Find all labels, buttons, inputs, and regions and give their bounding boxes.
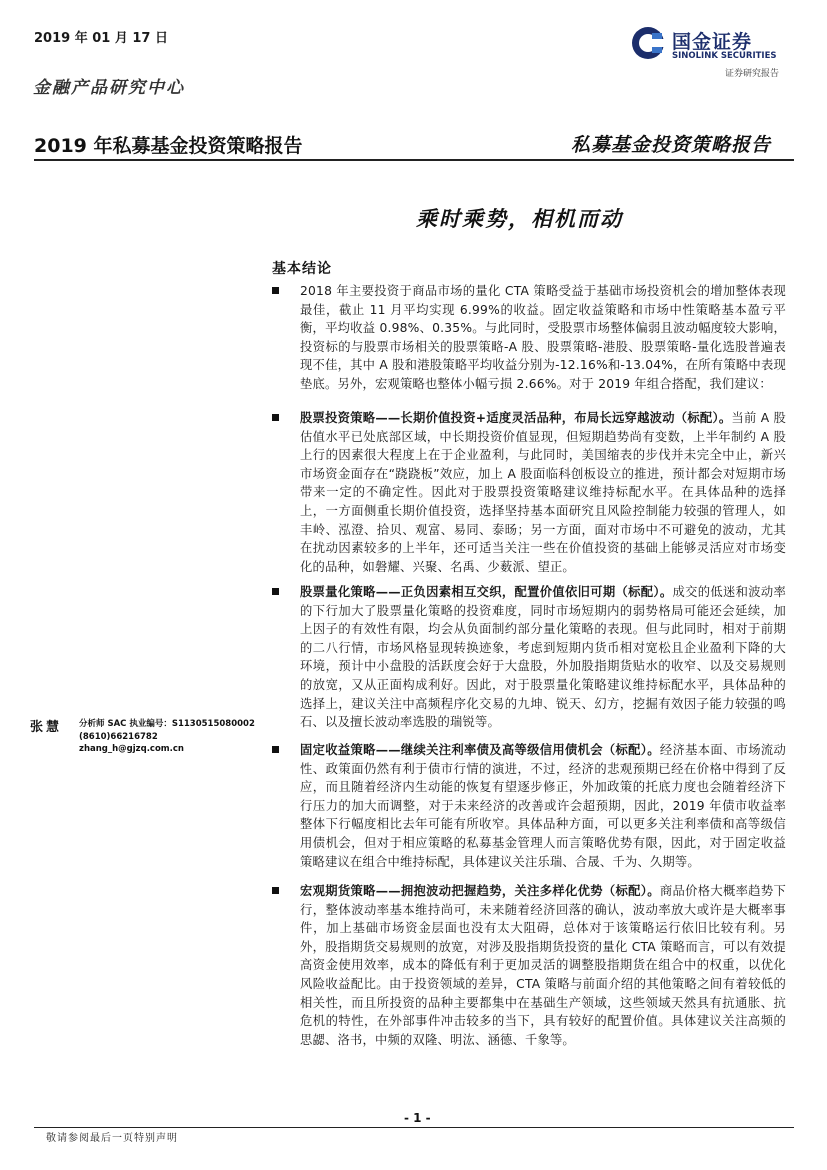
paragraph-lead: 股票投资策略——长期价值投资+适度灵活品种，布局长远穿越波动（标配）。 (300, 411, 732, 425)
conclusion-paragraph (300, 282, 786, 394)
bullet-marker (272, 588, 279, 595)
header-divider (34, 159, 794, 161)
bullet-marker (272, 287, 279, 294)
footer-disclaimer: 敬请参阅最后一页特别声明 (46, 1133, 178, 1144)
footer-divider (34, 1127, 794, 1128)
sinolink-logo-icon (630, 25, 666, 61)
conclusion-paragraph (300, 583, 786, 732)
analyst-name: 张慧 (30, 720, 63, 735)
paragraph-lead: 固定收益策略——继续关注利率债及高等级信用债机会（标配）。 (300, 743, 660, 757)
brand-subtitle: 证券研究报告 (725, 69, 780, 79)
page-number: - 1 - (404, 1111, 431, 1125)
paragraph-text: 2018 年主要投资于商品市场的量化 CTA 策略受益于基础市场投资机会的增加整体表现最佳，截止 11 月平均实现 6.99%的收益。固定收益策略和市场中性策略基本盈亏平衡，平均收益 0.98%、0.35%。与此同时，受股票市场整体偏弱且波动幅度较大影响，投资标的与股票市场相关的股票策略-A 股、股票策略-港股、股票策略-量化选股普遍表现不佳，其中 A 股和港股策略平均收益分别为-12.16%和-13.04%，在所有策略中表现垫底。另外，宏观策略也整体小幅亏损 2.66%。对于 2019 年组合搭配，我们建议： (300, 284, 786, 391)
analyst-credential: 分析师 SAC 执业编号：S1130515080002 (79, 719, 255, 729)
brand-name-cn: 国金证券 (672, 31, 753, 53)
brand-name-en: SINOLINK SECURITIES (672, 51, 777, 61)
bullet-marker (272, 414, 279, 421)
section-heading: 基本结论 (272, 261, 332, 277)
conclusion-paragraph (300, 741, 786, 871)
analyst-info (79, 718, 255, 756)
research-center: 金融产品研究中心 (33, 78, 185, 98)
conclusion-paragraph (300, 409, 786, 576)
report-title: 2019 年私募基金投资策略报告 (34, 135, 303, 157)
analyst-email[interactable]: zhang_h@gjzq.com.cn (79, 744, 184, 754)
paragraph-text: 商品价格大概率趋势下行，整体波动率基本维持尚可，未来随着经济回落的确认，波动率放大或许是大概率事件，加上基础市场资金层面也没有太大阻碍，总体对于该策略运行依旧比较有利。另外，股指期货交易规则的放宽，对涉及股指期货投资的量化 CTA 策略而言，可以有效提高资金使用效率，成本的降低有利于更加灵活的调整股指期货在组合中的权重，以优化风险收益配比。由于投资领域的差异，CTA 策略与前面介绍的其他策略之间有着较低的相关性，而且所投资的品种主要都集中在基础生产领域，这些领域天然具有抗通胀、抗危机的特性，在外部事件冲击较多的当下，具有较好的配置价值。具体建议关注高频的思勰、洛书，中频的双隆、明汯、涵德、千象等。 (300, 884, 786, 1047)
analyst-phone: (8610)66216782 (79, 731, 158, 742)
headline: 乘时乘势，相机而动 (416, 206, 623, 231)
conclusion-paragraph (300, 882, 786, 1049)
paragraph-text: 经济基本面、市场流动性、政策面仍然有利于债市行情的演进，不过，经济的悲观预期已经在价格中得到了反应，而且随着经济内生动能的恢复有望逐步修正，外加政策的托底力度也会随着经济下行压力的加大而调整，对于未来经济的改善或许会超预期，因此，2019 年债市收益率整体下行幅度相比去年可能有所收窄。具体品种方面，可以更多关注利率债和高等级信用债机会，但对于相应策略的私募基金管理人而言策略优势有限，因此，对于固定收益策略建议在组合中维持标配，具体建议关注乐瑞、合晟、千为、久期等。 (300, 743, 786, 869)
report-date: 2019 年 01 月 17 日 (34, 31, 168, 46)
paragraph-lead: 宏观期货策略——拥抱波动把握趋势，关注多样化优势（标配）。 (300, 884, 660, 898)
paragraph-lead: 股票量化策略——正负因素相互交织，配置价值依旧可期（标配）。 (300, 585, 673, 599)
paragraph-text: 当前 A 股估值水平已处底部区域，中长期投资价值显现，但短期趋势尚有变数，上半年制约 A 股上行的因素很大程度上在于企业盈利，与此同时，美国缩表的步伐并未完全中止，新兴市场资金面存在“跷跷板”效应，加上 A 股面临科创板设立的推进，预计都会对短期市场带来一定的不确定性。因此对于股票投资策略建议维持标配水平。在具体品种的选择上，一方面侧重长期价值投资，选择坚持基本面研究且风险控制能力较强的管理人，如丰岭、泓澄、拾贝、观富、易同、泰旸；另一方面，面对市场中不可避免的波动，尤其在扰动因素较多的上半年，还可适当关注一些在价值投资的基础上能够灵活应对市场变化的品种，如磐耀、兴聚、名禹、少薮派、望正。 (300, 411, 786, 574)
report-type: 私募基金投资策略报告 (571, 134, 772, 156)
bullet-marker (272, 746, 279, 753)
paragraph-text: 成交的低迷和波动率的下行加大了股票量化策略的投资难度，同时市场短期内的弱势格局可能还会延续，加上因子的有效性有限，均会从负面制约部分量化策略的表现。但与此同时，相对于前期的二八行情，市场风格显现转换迹象，考虑到短期内货币相对宽松且企业盈利下降的大环境，预计中小盘股的活跃度会好于大盘股，外加股指期货贴水的收窄、以及交易规则的放宽，又从正面构成利好。因此，对于股票量化策略建议维持标配水平，具体品种的选择上，建议关注中高频程序化交易的九坤、锐天、幻方，挖掘有效因子能力较强的鸣石、以及擅长波动率选股的瑞锐等。 (300, 585, 786, 730)
bullet-marker (272, 887, 279, 894)
